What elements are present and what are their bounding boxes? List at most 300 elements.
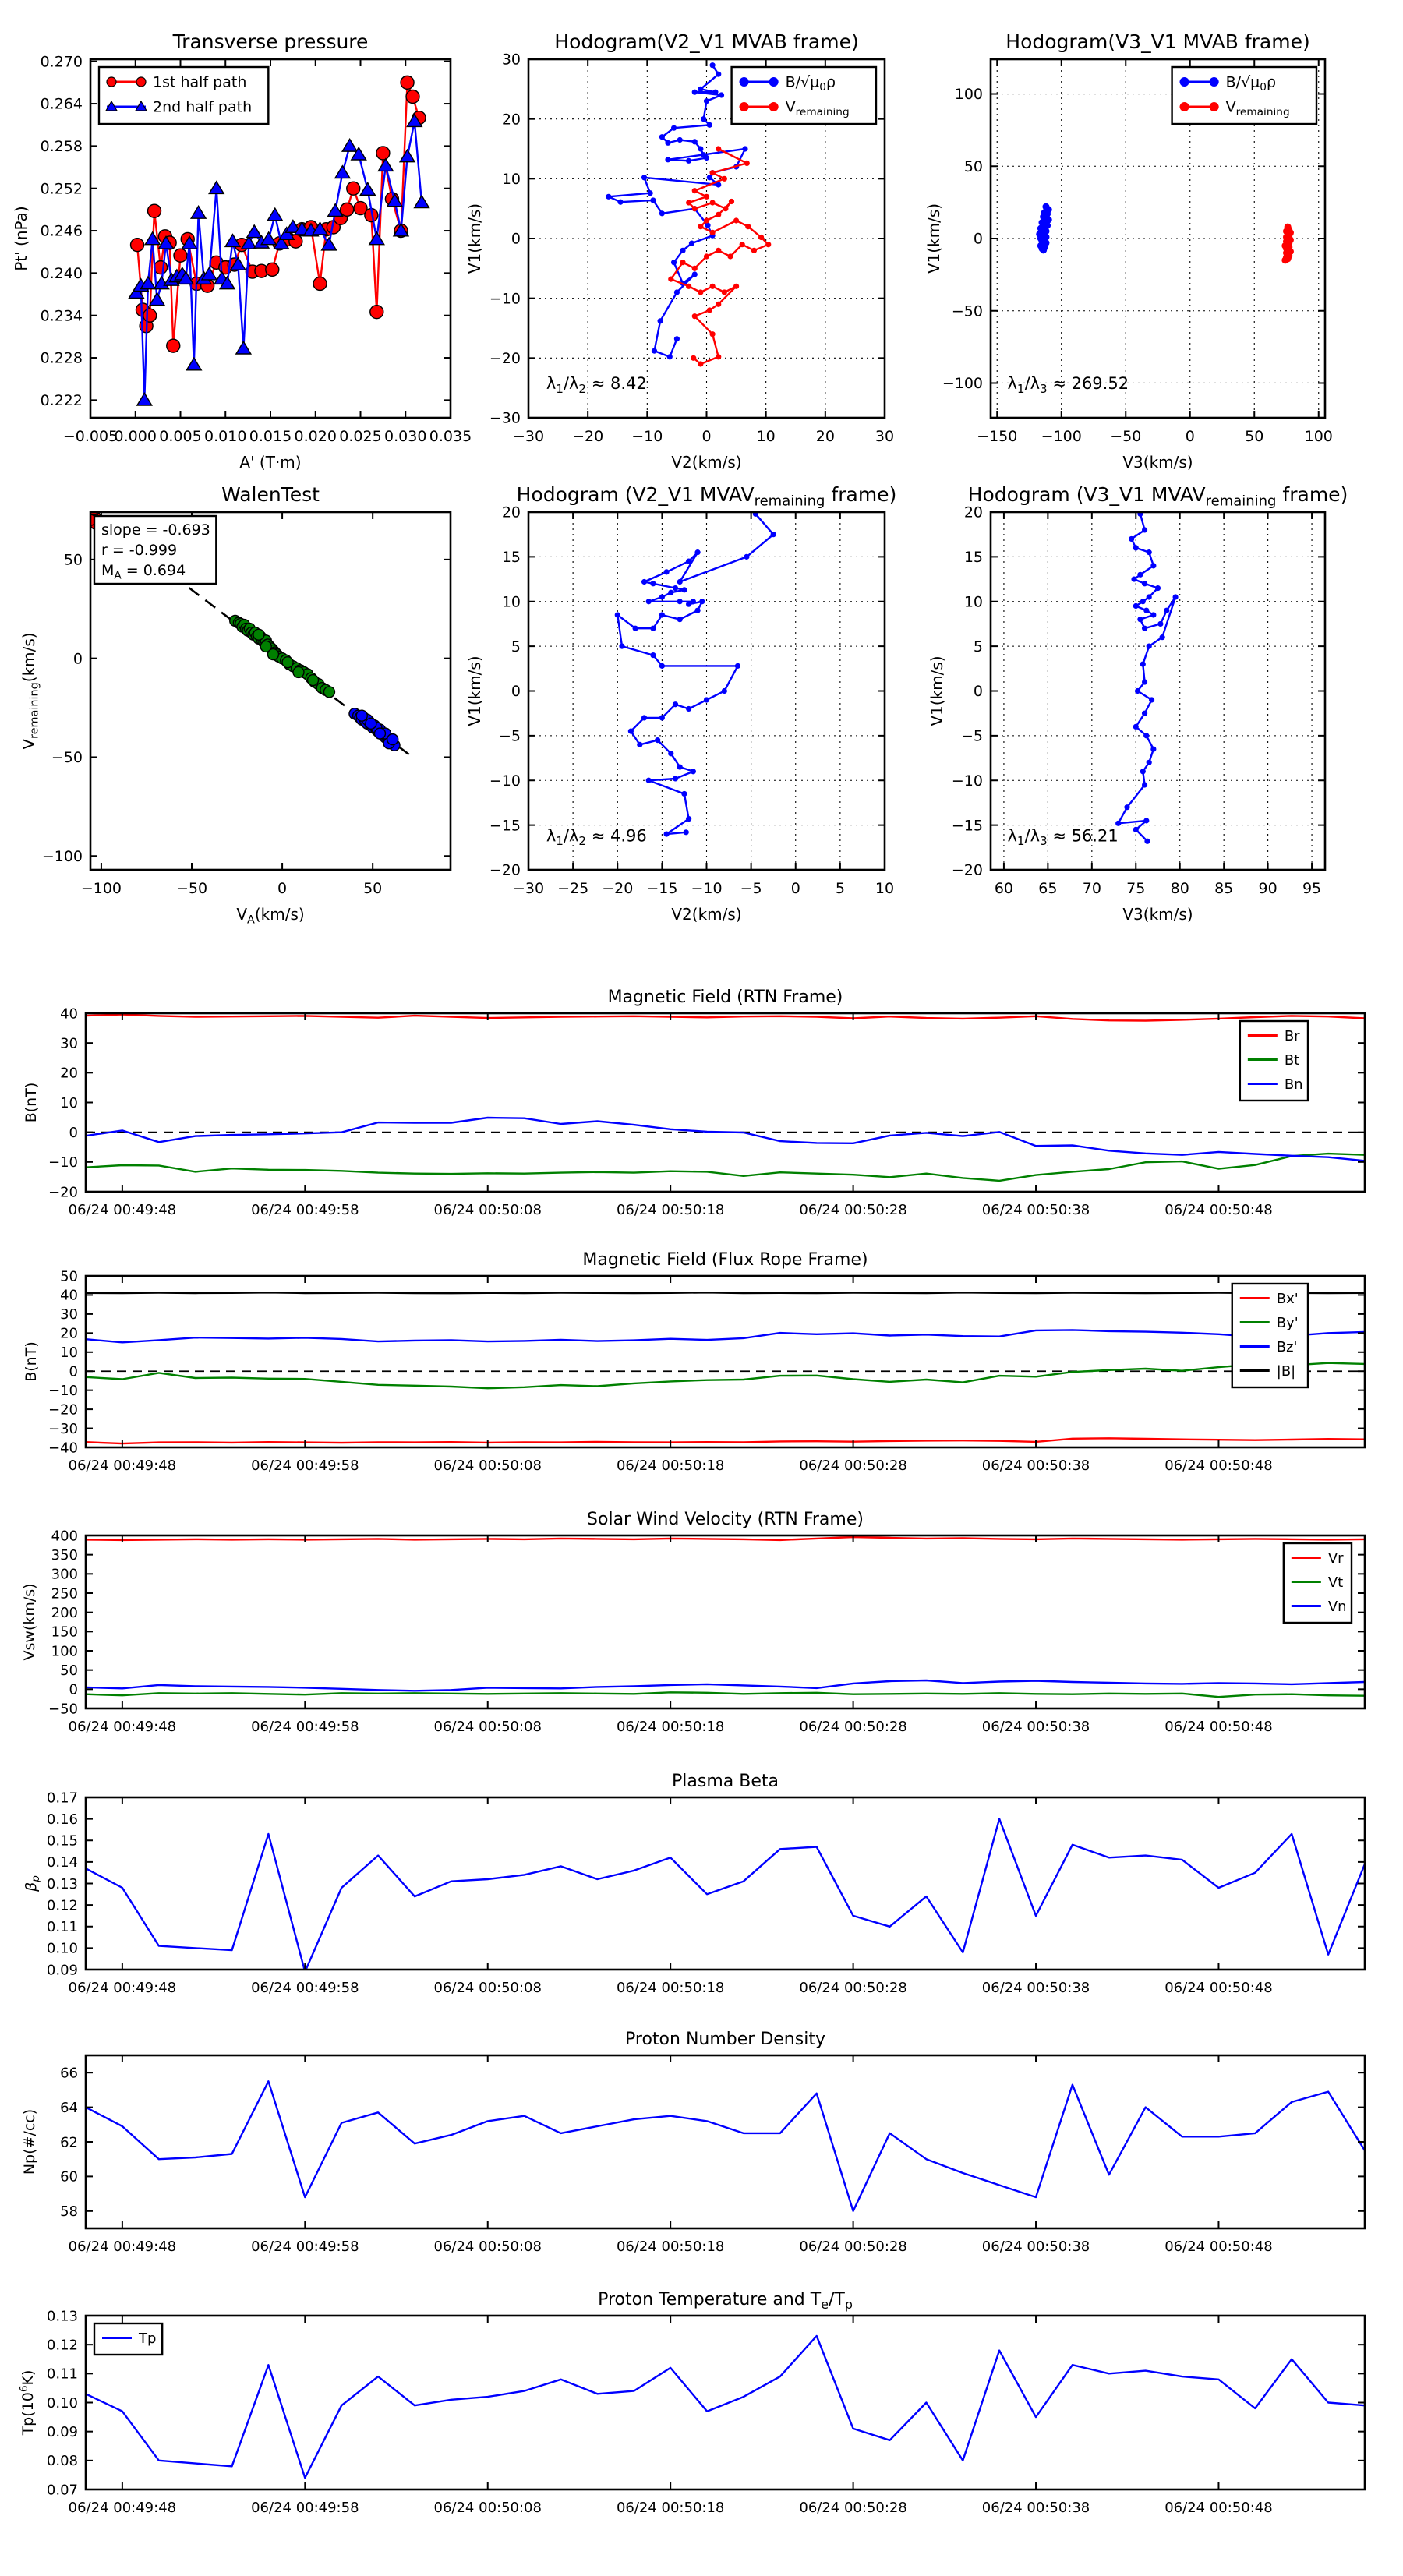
circle-marker (707, 122, 712, 128)
ts5-x-tick-label: 06/24 00:49:58 (251, 2239, 359, 2255)
p3-y-tick-label: −50 (951, 302, 983, 320)
circle-marker (659, 612, 665, 617)
legend-circle-marker (1180, 77, 1189, 87)
ts2-plot-area (86, 1292, 1365, 1443)
ts2-y-tick-label: 30 (60, 1306, 78, 1323)
p6-y-tick-label: 15 (963, 549, 983, 567)
circle-marker (659, 134, 665, 140)
circle-marker (735, 663, 740, 669)
ts3-y-tick-label: 100 (51, 1643, 78, 1660)
p5-y-tick-label: 20 (501, 504, 521, 521)
circle-marker (758, 235, 764, 240)
circle-marker (680, 248, 685, 253)
p1-x-axis-label: A' (T·m) (239, 453, 302, 472)
ts4-y-tick-label: 0.12 (46, 1897, 78, 1914)
ts1-plot-area (86, 1015, 1365, 1181)
ts3-y-axis-label: Vsw(km/s) (21, 1583, 38, 1661)
ts2-x-tick-label: 06/24 00:50:48 (1164, 1458, 1273, 1474)
circle-marker (740, 242, 745, 247)
ts3-y-tick-label: 400 (51, 1528, 78, 1545)
circle-marker (710, 331, 716, 337)
p1-x-tick-label: 0.035 (429, 428, 472, 445)
circle-marker (659, 663, 665, 669)
circle-marker (1142, 626, 1147, 631)
p5-y-tick-label: −15 (489, 817, 521, 835)
p1-x-tick-label: 0.015 (249, 428, 292, 445)
ts1-y-tick-label: 20 (60, 1065, 78, 1082)
circle-marker (1281, 256, 1288, 263)
ts6-plot-area (86, 2336, 1365, 2478)
p1-legend (99, 67, 268, 124)
ts3-x-tick-label: 06/24 00:50:38 (981, 1719, 1090, 1735)
p1-y-tick-label: 0.228 (40, 349, 83, 367)
p4-y-tick-label: 0 (72, 650, 83, 668)
p6-series-V remaining walk (1119, 514, 1175, 841)
legend-circle-marker (740, 77, 749, 87)
circle-marker (282, 657, 293, 668)
ts6-y-tick-label: 0.07 (46, 2482, 78, 2499)
ts4-plot-area (86, 1819, 1365, 1972)
circle-marker (692, 139, 698, 144)
circle-marker (684, 829, 689, 835)
ts6-y-tick-label: 0.09 (46, 2423, 78, 2440)
circle-marker (1142, 711, 1147, 716)
ts6-series-Tp (86, 2336, 1365, 2478)
ts6-spines (86, 2316, 1365, 2489)
p1-x-tick-label: 0.010 (204, 428, 247, 445)
ts6-title: Proton Temperature and $T_e/T_p$ (598, 2290, 853, 2312)
circle-marker (710, 284, 716, 289)
circle-marker (722, 688, 727, 694)
circle-marker (668, 277, 673, 282)
p1-x-tick-label: −0.005 (62, 428, 118, 445)
ts3-spines (86, 1535, 1365, 1708)
circle-marker (733, 217, 739, 223)
ts1-series-Bn (86, 1118, 1365, 1161)
p5-x-tick-label: 0 (790, 880, 800, 897)
ts3-y-tick-label: 300 (51, 1566, 78, 1583)
ts1-y-tick-label: 10 (60, 1094, 78, 1111)
circle-marker (1135, 688, 1140, 694)
ts2-series-By' (86, 1363, 1365, 1389)
p6-x-tick-label: 85 (1214, 880, 1234, 897)
circle-marker (1133, 827, 1139, 832)
panel-p3 (924, 30, 1333, 472)
p4-y-axis-label: $V_{remaining}(km/s)$ (19, 632, 41, 750)
circle-marker (673, 701, 678, 707)
circle-marker (681, 587, 687, 592)
legend-label: Vr (1327, 1549, 1344, 1567)
ts1-x-tick-label: 06/24 00:50:38 (981, 1202, 1090, 1218)
ts1-legend (1240, 1021, 1308, 1101)
p1-y-tick-label: 0.258 (40, 138, 83, 156)
p6-y-tick-label: 5 (973, 638, 983, 655)
legend-label: Br (1284, 1027, 1300, 1044)
ts2-spines (86, 1276, 1365, 1447)
circle-marker (681, 791, 687, 797)
legend-circle-marker (740, 102, 749, 111)
ts2-x-tick-label: 06/24 00:49:48 (68, 1458, 177, 1474)
ts5-x-tick-label: 06/24 00:50:18 (616, 2239, 725, 2255)
p1-y-tick-label: 0.264 (40, 95, 83, 113)
circle-marker (744, 554, 749, 560)
circle-marker (1137, 572, 1143, 578)
circle-marker (1147, 760, 1152, 765)
circle-marker (1133, 724, 1139, 730)
ts1-y-tick-label: 30 (60, 1035, 78, 1052)
p3-x-axis-label: V3(km/s) (1122, 453, 1193, 472)
triangle-marker (335, 166, 350, 178)
p4-y-tick-label: 50 (63, 551, 83, 569)
p6-x-tick-label: 70 (1082, 880, 1101, 897)
circle-marker (686, 559, 691, 564)
circle-marker (650, 652, 656, 658)
ts3-y-tick-label: 200 (51, 1604, 78, 1621)
ts2-series-absB (86, 1292, 1365, 1293)
legend-circle-marker (769, 77, 779, 87)
circle-marker (356, 710, 367, 721)
circle-marker (704, 98, 709, 104)
triangle-marker (186, 358, 201, 370)
ts1-x-tick-label: 06/24 00:49:58 (251, 1202, 359, 1218)
ts1-y-tick-label: 40 (60, 1005, 78, 1023)
p5-plot-area (528, 511, 885, 870)
legend-label: Tp (139, 2330, 157, 2347)
panel-p5 (465, 483, 896, 924)
ts3-legend (1284, 1543, 1352, 1623)
ts4-x-tick-label: 06/24 00:49:48 (68, 1980, 177, 1996)
circle-marker (401, 76, 414, 89)
p5-x-tick-label: −20 (602, 880, 634, 897)
legend-label: Bn (1284, 1076, 1303, 1093)
p6-x-tick-label: 75 (1126, 880, 1146, 897)
ts2-y-tick-label: 20 (60, 1325, 78, 1342)
circle-marker (705, 223, 710, 228)
ts3-y-tick-label: −50 (48, 1701, 78, 1718)
p5-y-tick-label: 0 (511, 683, 521, 701)
ts4-x-tick-label: 06/24 00:50:28 (799, 1980, 907, 1996)
circle-marker (1142, 527, 1147, 532)
ts4-x-tick-label: 06/24 00:49:58 (251, 1980, 359, 1996)
panel-p4 (19, 483, 451, 926)
circle-marker (266, 263, 279, 276)
ts2-y-axis-label: B(nT) (23, 1341, 40, 1382)
ts4-y-tick-label: 0.10 (46, 1940, 78, 1957)
circle-marker (646, 778, 652, 783)
p5-y-axis-label: V1(km/s) (465, 655, 484, 726)
circle-marker (1142, 679, 1147, 684)
ts5-spines (86, 2055, 1365, 2228)
p5-x-tick-label: −30 (512, 880, 545, 897)
circle-marker (686, 158, 691, 164)
legend-circle-marker (769, 102, 779, 111)
circle-marker (716, 248, 721, 253)
circle-marker (1133, 603, 1139, 609)
circle-marker (659, 210, 665, 216)
p2-x-tick-label: −30 (512, 428, 545, 445)
circle-marker (677, 579, 683, 585)
ts2-x-tick-label: 06/24 00:50:38 (981, 1458, 1090, 1474)
circle-marker (742, 146, 747, 151)
p5-x-tick-label: −10 (691, 880, 723, 897)
p1-x-tick-label: 0.000 (114, 428, 157, 445)
circle-marker (686, 602, 691, 607)
p3-x-tick-label: −50 (1110, 428, 1142, 445)
ts5-x-tick-label: 06/24 00:50:38 (981, 2239, 1090, 2255)
ts4-x-tick-label: 06/24 00:50:38 (981, 1980, 1090, 1996)
circle-marker (637, 742, 642, 747)
p3-y-tick-label: 100 (954, 86, 983, 104)
circle-marker (674, 336, 680, 341)
p1-x-tick-label: 0.020 (294, 428, 337, 445)
ts4-y-tick-label: 0.13 (46, 1875, 78, 1892)
ts4-x-tick-label: 06/24 00:50:18 (616, 1980, 725, 1996)
p2-y-tick-label: −10 (489, 290, 521, 308)
circle-marker (628, 729, 634, 734)
ts1-x-tick-label: 06/24 00:50:18 (616, 1202, 725, 1218)
circle-marker (668, 590, 673, 595)
panel-p1 (12, 30, 472, 472)
ts3-x-tick-label: 06/24 00:50:08 (433, 1719, 542, 1735)
p1-y-axis-label: Pt' (nPa) (12, 206, 30, 271)
ts4-title: Plasma Beta (672, 1772, 779, 1791)
ts2-x-tick-label: 06/24 00:50:08 (433, 1458, 542, 1474)
p2-annotation: $\lambda_1/\lambda_2 \approx 8.42$ (546, 374, 647, 396)
circle-marker (686, 284, 691, 289)
p5-x-tick-label: −15 (646, 880, 678, 897)
legend-circle-marker (136, 77, 146, 87)
panel-ts2 (23, 1250, 1365, 1474)
circle-marker (707, 175, 712, 180)
triangle-marker (360, 183, 375, 196)
circle-marker (673, 585, 678, 591)
p1-title: Transverse pressure (172, 30, 369, 53)
ts4-y-tick-label: 0.17 (46, 1790, 78, 1807)
circle-marker (677, 599, 683, 604)
circle-marker (154, 261, 168, 274)
ts6-x-tick-label: 06/24 00:50:18 (616, 2500, 725, 2516)
panel-ts6 (18, 2290, 1365, 2516)
p4-x-tick-label: −100 (80, 880, 122, 897)
ts5-series-Np (86, 2081, 1365, 2211)
ts4-x-tick-label: 06/24 00:50:48 (1164, 1980, 1273, 1996)
p3-annotation: $\lambda_1/\lambda_3 \approx 269.52$ (1007, 374, 1129, 396)
circle-marker (1131, 576, 1136, 581)
circle-marker (1150, 563, 1156, 568)
circle-marker (1137, 617, 1143, 622)
triangle-marker (378, 159, 393, 171)
p6-plot-area (991, 511, 1325, 870)
circle-marker (650, 581, 656, 586)
p1-x-tick-label: 0.025 (339, 428, 382, 445)
circle-marker (313, 277, 327, 290)
circle-marker (689, 241, 694, 246)
circle-marker (677, 617, 683, 622)
ts4-series-beta_p (86, 1819, 1365, 1972)
circle-marker (686, 706, 691, 712)
ts1-series-Br (86, 1015, 1365, 1021)
circle-marker (619, 644, 624, 649)
circle-marker (710, 170, 716, 175)
p6-x-tick-label: 95 (1302, 880, 1322, 897)
p4-x-tick-label: −50 (175, 880, 208, 897)
p5-y-tick-label: 15 (501, 549, 521, 567)
p5-spines (528, 512, 885, 870)
circle-marker (1160, 634, 1165, 640)
panel-p6 (928, 483, 1348, 924)
p3-x-tick-label: 100 (1304, 428, 1333, 445)
p5-y-tick-label: −10 (489, 772, 521, 790)
circle-marker (659, 594, 665, 599)
p3-x-tick-label: −150 (977, 428, 1018, 445)
ts2-y-tick-label: 10 (60, 1345, 78, 1362)
legend-circle-marker (1210, 102, 1219, 111)
circle-marker (716, 146, 721, 151)
p2-y-tick-label: −30 (489, 409, 521, 427)
p5-x-tick-label: −25 (557, 880, 589, 897)
circle-marker (692, 313, 698, 319)
p3-title: Hodogram(V3_V1 MVAB frame) (1005, 30, 1310, 53)
p6-y-axis-label: V1(km/s) (928, 655, 946, 726)
ts2-series-Bx' (86, 1438, 1365, 1443)
ts6-x-tick-label: 06/24 00:50:48 (1164, 2500, 1273, 2516)
p6-x-tick-label: 90 (1258, 880, 1278, 897)
p6-y-tick-label: −20 (951, 861, 983, 879)
circle-marker (1143, 818, 1149, 823)
circle-marker (1147, 594, 1152, 599)
circle-marker (710, 230, 716, 235)
ts5-y-axis-label: Np(#/cc) (21, 2108, 38, 2175)
p3-x-tick-label: 0 (1185, 428, 1195, 445)
circle-marker (376, 147, 390, 160)
p4-title: WalenTest (221, 483, 320, 506)
circle-marker (1157, 621, 1163, 627)
legend-label: $V_{remaining}$ (785, 98, 850, 118)
circle-marker (347, 182, 360, 195)
circle-marker (710, 200, 716, 205)
panel-ts5 (21, 2030, 1365, 2255)
legend-label: 2nd half path (153, 98, 253, 116)
circle-marker (667, 354, 673, 359)
p4-x-axis-label: $V_A(km/s)$ (236, 905, 305, 927)
triangle-marker (342, 139, 357, 151)
p1-y-tick-label: 0.246 (40, 222, 83, 240)
circle-marker (745, 224, 751, 229)
ts4-y-tick-label: 0.09 (46, 1962, 78, 1979)
ts5-y-tick-label: 64 (60, 2099, 78, 2116)
ts2-legend (1232, 1284, 1308, 1387)
circle-marker (1133, 545, 1139, 550)
ts1-x-tick-label: 06/24 00:50:48 (1164, 1202, 1273, 1218)
circle-marker (692, 266, 698, 271)
p5-x-tick-label: 10 (875, 880, 895, 897)
circle-marker (694, 549, 700, 555)
ts3-title: Solar Wind Velocity (RTN Frame) (587, 1510, 864, 1529)
triangle-marker (191, 206, 206, 218)
circle-marker (704, 697, 709, 702)
ts3-y-tick-label: 0 (69, 1681, 78, 1698)
p6-y-tick-label: −5 (960, 727, 983, 745)
circle-marker (641, 175, 647, 180)
circle-marker (712, 90, 718, 95)
ts5-x-tick-label: 06/24 00:49:48 (68, 2239, 177, 2255)
ts3-x-tick-label: 06/24 00:50:48 (1164, 1719, 1273, 1735)
legend-label: Bt (1284, 1051, 1300, 1069)
circle-marker (765, 242, 771, 247)
p3-legend (1172, 67, 1316, 124)
circle-marker (650, 626, 656, 631)
circle-marker (704, 253, 709, 259)
ts2-y-tick-label: 40 (60, 1287, 78, 1304)
ts1-y-tick-label: −10 (48, 1154, 78, 1171)
ts3-x-tick-label: 06/24 00:49:58 (251, 1719, 359, 1735)
p3-y-tick-label: 50 (963, 157, 983, 175)
circle-marker (387, 734, 398, 745)
circle-marker (1155, 585, 1161, 591)
p1-y-tick-label: 0.234 (40, 307, 83, 325)
p2-x-tick-label: 30 (875, 428, 895, 445)
circle-marker (655, 737, 660, 743)
p2-legend (732, 67, 876, 124)
circle-marker (659, 715, 665, 720)
circle-marker (1040, 246, 1047, 253)
p2-x-tick-label: 10 (756, 428, 776, 445)
ts1-x-tick-label: 06/24 00:50:08 (433, 1202, 542, 1218)
circle-marker (686, 816, 691, 822)
ts3-plot-area (86, 1537, 1365, 1697)
circle-marker (727, 253, 733, 259)
p1-y-tick-label: 0.252 (40, 180, 83, 198)
circle-marker (293, 666, 304, 677)
ts4-spines (86, 1797, 1365, 1970)
ts5-x-tick-label: 06/24 00:50:48 (1164, 2239, 1273, 2255)
circle-marker (1172, 594, 1178, 599)
p3-y-tick-label: −100 (942, 375, 983, 393)
ts5-y-tick-label: 62 (60, 2134, 78, 2151)
circle-marker (131, 239, 144, 252)
p3-y-axis-label: V1(km/s) (924, 203, 943, 274)
circle-marker (722, 176, 727, 182)
circle-marker (374, 728, 385, 739)
p6-y-tick-label: −10 (951, 772, 983, 790)
p6-x-tick-label: 80 (1170, 880, 1189, 897)
p2-y-tick-label: 30 (501, 51, 521, 69)
ts5-title: Proton Number Density (625, 2030, 825, 2049)
p6-x-tick-label: 60 (994, 880, 1014, 897)
panel-ts3 (21, 1510, 1365, 1735)
legend-label: 1st half path (153, 73, 247, 91)
ts5-y-tick-label: 58 (60, 2203, 78, 2221)
ts2-y-tick-label: 0 (69, 1363, 78, 1380)
p6-title: Hodogram (V3_V1 $MVAV_{remaining}$ frame) (967, 483, 1348, 510)
p5-title: Hodogram (V2_V1 $MVAV_{remaining}$ frame) (516, 483, 897, 510)
ts3-series-Vr (86, 1537, 1365, 1540)
p5-y-tick-label: −5 (498, 727, 521, 745)
p6-x-axis-label: V3(km/s) (1122, 905, 1193, 924)
circle-marker (341, 203, 354, 216)
p4-info-line: $M_A = 0.694$ (101, 562, 186, 582)
triangle-marker (150, 293, 164, 306)
triangle-marker (236, 341, 251, 354)
panel-ts4 (23, 1772, 1365, 1996)
ts2-y-tick-label: −10 (48, 1382, 78, 1399)
ts6-x-tick-label: 06/24 00:49:58 (251, 2500, 359, 2516)
legend-circle-marker (1210, 77, 1219, 87)
circle-marker (1124, 804, 1129, 810)
ts2-y-tick-label: 50 (60, 1268, 78, 1285)
ts6-x-tick-label: 06/24 00:49:48 (68, 2500, 177, 2516)
p4-y-tick-label: −100 (41, 847, 83, 865)
